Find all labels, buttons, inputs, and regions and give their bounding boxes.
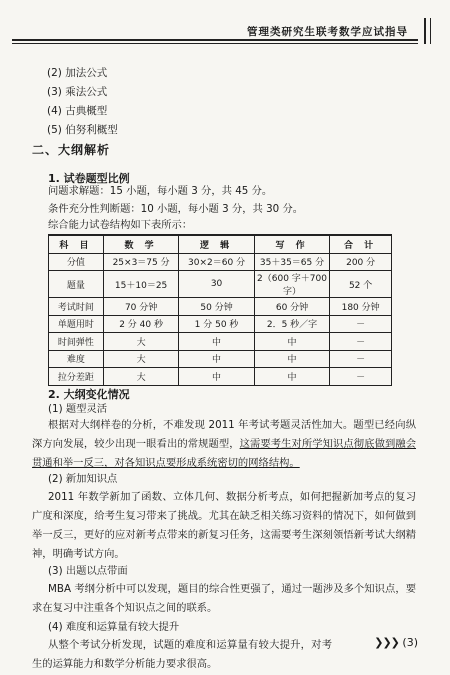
table-cell: 中	[254, 333, 329, 351]
table-row	[49, 333, 392, 351]
table-cell: 2．5 秒／字	[254, 315, 329, 333]
table-header: 逻 辑	[179, 235, 254, 253]
table-cell: 60 分钟	[254, 298, 329, 316]
table-header: 科 目	[49, 235, 104, 253]
running-header	[12, 18, 438, 44]
table-header: 数 学	[103, 235, 178, 253]
table-cell: 中	[179, 350, 254, 368]
table-row	[49, 271, 392, 298]
table-cell: －	[330, 350, 392, 368]
underlined-text: 这需要考生对所学知识点彻底做到融会贯通和举一反三，对各知识点要形成系统密切的网络结构。	[32, 438, 417, 469]
header-bar	[424, 18, 426, 44]
list-item: (4) 古典概型	[47, 105, 108, 117]
table-cell: 30	[179, 271, 254, 298]
list-item: (2) 加法公式	[47, 67, 108, 79]
subsection-title-2: 2. 大纲变化情况	[48, 388, 130, 401]
table-cell: 50 分钟	[179, 298, 254, 316]
section-title: 二、大纲解析	[32, 143, 111, 157]
table-cell: 中	[254, 368, 329, 386]
table-cell: 难度	[49, 350, 104, 368]
point-heading: (2) 新加知识点	[48, 473, 118, 485]
table-cell: 时间弹性	[49, 333, 104, 351]
table-cell: 70 分钟	[103, 298, 178, 316]
exam-structure-table	[48, 234, 392, 386]
table-cell: 1 分 50 秒	[179, 315, 254, 333]
table-row	[49, 315, 392, 333]
paragraph: MBA 考纲分析中可以发现，题目的综合性更强了，通过一题涉及多个知识点，要求在复习中注重各个知识点之间的联系。	[32, 583, 416, 614]
point-heading: (4) 难度和运算量有较大提升	[48, 621, 180, 633]
table-cell: －	[330, 333, 392, 351]
table-cell: 单题用时	[49, 315, 104, 333]
header-rule	[12, 39, 418, 41]
list-item: (5) 伯努利概型	[47, 124, 118, 136]
table-cell: 30×2＝60 分	[179, 253, 254, 271]
table-row	[49, 350, 392, 368]
table-cell: －	[330, 315, 392, 333]
table-header: 写 作	[254, 235, 329, 253]
table-row	[49, 253, 392, 271]
table-cell: 52 个	[330, 271, 392, 298]
table-cell: 大	[103, 350, 178, 368]
table-header-row	[49, 235, 392, 253]
point-heading: (1) 题型灵活	[48, 403, 108, 415]
table-row	[49, 298, 392, 316]
table-cell: 200 分	[330, 253, 392, 271]
header-rule-thin	[12, 43, 418, 44]
table-header: 合 计	[330, 235, 392, 253]
paragraph: 2011 年数学新加了函数、立体几何、数据分析考点，如何把握新加考点的复习广度和深度，给考生复习带来了挑战。尤其在缺乏相关练习资料的情况下，如何做到举一反三，更好的应对新考点带来的新复习任务，这需要考生深刻领悟新考试大纲精神，明确考试方向。	[32, 491, 416, 560]
table-cell: 考试时间	[49, 298, 104, 316]
table-cell: 中	[179, 333, 254, 351]
arrows-icon: ❯❯❯	[374, 636, 399, 649]
table-cell: 大	[103, 333, 178, 351]
point-heading: (3) 出题以点带面	[48, 565, 128, 577]
question-type-line: 条件充分性判断题：10 小题，每小题 3 分，共 30 分。	[48, 203, 304, 215]
table-cell: 25×3＝75 分	[103, 253, 178, 271]
page-number: (3)	[402, 636, 418, 649]
page-footer	[374, 636, 418, 649]
formula-list	[47, 64, 118, 140]
paragraph-text: 根据对大纲样卷的分析，不难发现 2011 年考试考题灵活性加大。题型已经向纵深方向发展，较少出现一眼看出的常规题型，	[32, 419, 416, 450]
subsection-title-1: 1. 试卷题型比例	[48, 172, 130, 185]
paragraph	[32, 416, 416, 473]
table-cell: 35＋35＝65 分	[254, 253, 329, 271]
table-cell: 拉分差距	[49, 368, 104, 386]
table-cell: 中	[179, 368, 254, 386]
table-cell: －	[330, 368, 392, 386]
header-title: 管理类研究生联考数学应试指导	[247, 26, 408, 38]
question-type-line: 问题求解题：15 小题，每小题 3 分，共 45 分。	[48, 185, 273, 197]
table-intro: 综合能力试卷结构如下表所示：	[48, 219, 193, 231]
list-item: (3) 乘法公式	[47, 86, 108, 98]
table-cell: 2（600 字＋700 字）	[254, 271, 329, 298]
paragraph: 从整个考试分析发现，试题的难度和运算量有较大提升，对考生的运算能力和数学分析能力要求很高。	[32, 639, 332, 670]
table-row	[49, 368, 392, 386]
table-cell: 2 分 40 秒	[103, 315, 178, 333]
table-cell: 15＋10＝25	[103, 271, 178, 298]
table-cell: 题量	[49, 271, 104, 298]
table-cell: 分值	[49, 253, 104, 271]
table-cell: 180 分钟	[330, 298, 392, 316]
table-cell: 中	[254, 350, 329, 368]
table-cell: 大	[103, 368, 178, 386]
header-bar-thin	[430, 18, 431, 44]
